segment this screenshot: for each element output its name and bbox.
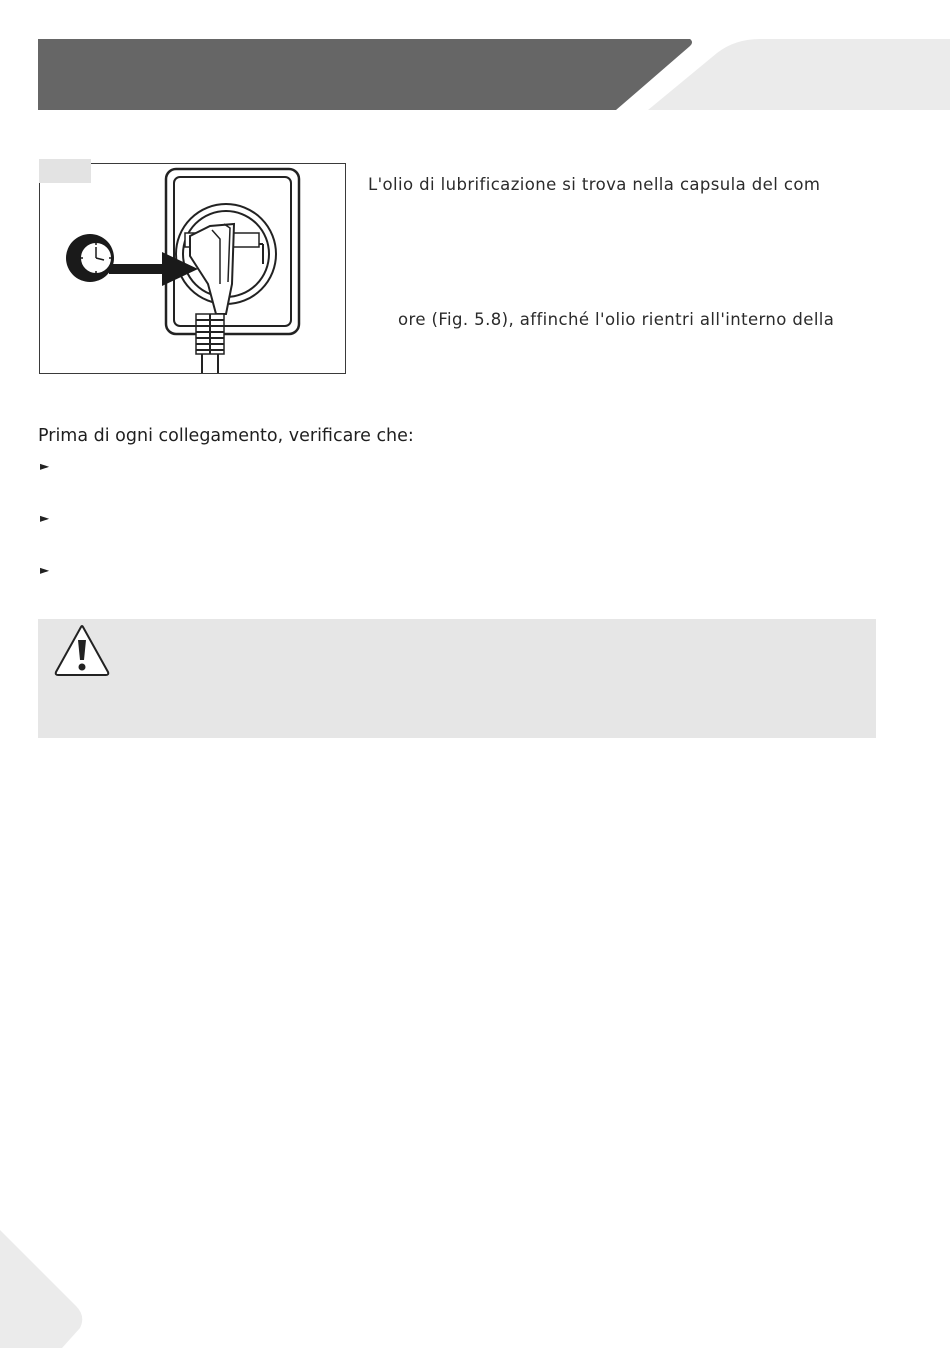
figure-illustration [40, 164, 345, 373]
header-light-band [648, 39, 950, 110]
clock-icon [66, 234, 114, 282]
bullet-arrow-icon: ► [40, 459, 50, 473]
warning-box [38, 619, 876, 738]
warning-triangle-icon [52, 624, 112, 680]
bullet-arrow-icon: ► [40, 511, 50, 525]
checklist-bullet-1 [40, 460, 49, 472]
checklist-heading: Prima di ogni collegamento, verificare che: [38, 426, 414, 446]
page-corner-decoration [0, 1230, 90, 1348]
bullet-arrow-icon: ► [40, 563, 50, 577]
intro-text-line-1: L'olio di lubrificazione si trova nella capsula del com [368, 175, 821, 194]
checklist-bullet-2 [40, 512, 49, 524]
checklist-bullet-3 [40, 564, 49, 576]
header-banner [0, 0, 950, 115]
header-dark-band [38, 39, 692, 110]
intro-text-line-2: ore (Fig. 5.8), affinché l'olio rientri all'interno della [398, 310, 835, 329]
